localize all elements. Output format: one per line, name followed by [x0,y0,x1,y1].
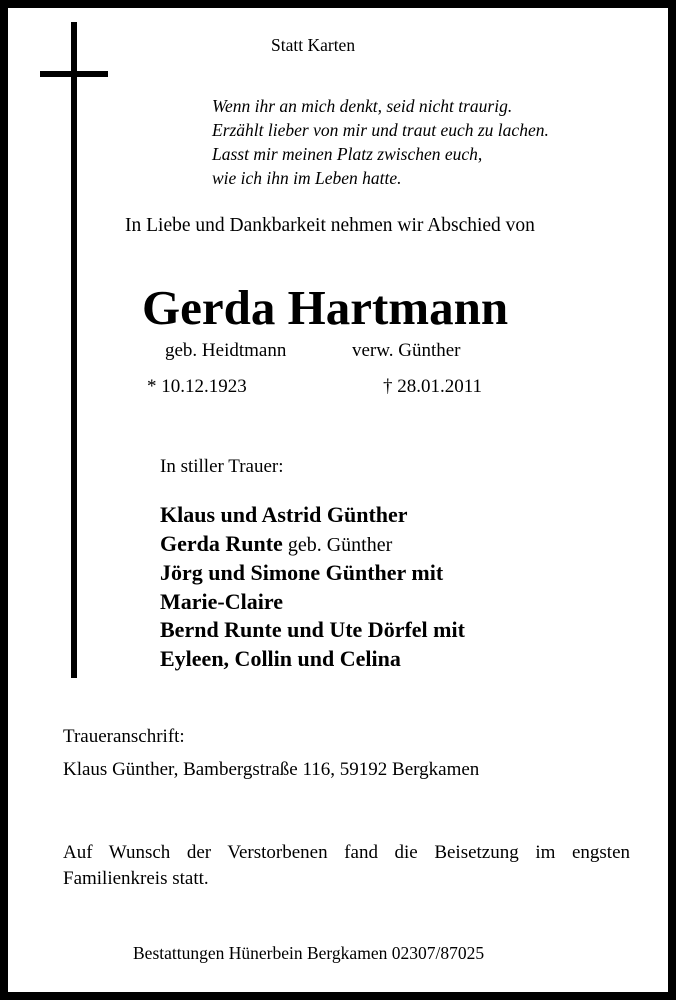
burial-notice: Auf Wunsch der Verstorbenen fand die Beisetzung im engsten Familienkreis statt. [63,842,630,889]
statt-karten: Statt Karten [271,35,356,55]
mourner [160,501,465,530]
mourner-name: Jörg und Simone Günther mit [160,560,444,585]
mourner-name: Marie-Claire [160,588,283,614]
birth-name: geb. Heidtmann [165,340,287,361]
mourners-label: In stiller Trauer: [160,456,284,477]
poem-line: Lasst mir meinen Platz zwischen euch, [212,144,483,164]
deceased-name: Gerda Hartmann [142,280,509,335]
mourner-name: Eyleen, Collin und Celina [160,645,401,671]
mourner-birth-name: geb. Günther [282,533,393,556]
mourners-list [160,501,465,673]
poem-line: wie ich ihn im Leben hatte. [212,168,402,188]
poem-line: Erzählt lieber von mir und traut euch zu lachen. [212,120,549,140]
intro-text: In Liebe und Dankbarkeit nehmen wir Abschied von [125,215,535,236]
poem-line: Wenn ihr an mich denkt, seid nicht traurig. [212,96,513,116]
cross-icon-bar [40,71,108,77]
mourner-name: Bernd Runte und Ute Dörfel mit [160,617,465,642]
address-label: Traueranschrift: [63,726,185,747]
mourner-name: Gerda Runte [160,530,283,556]
mourner [160,559,465,588]
funeral-home: Bestattungen Hünerbein Bergkamen 02307/87025 [133,943,485,963]
cross-icon [71,22,77,678]
widowed-name: verw. Günther [352,340,461,361]
mourner [160,645,465,674]
death-date: † 28.01.2011 [383,376,483,397]
address-value: Klaus Günther, Bambergstraße 116, 59192 Bergkamen [63,759,480,780]
mourner [160,616,465,645]
mourner-name: Klaus und Astrid Günther [160,502,408,527]
mourner [160,530,465,560]
mourner [160,588,465,617]
poem [212,94,549,190]
birth-date: * 10.12.1923 [147,376,247,397]
obituary-notice [8,8,668,992]
